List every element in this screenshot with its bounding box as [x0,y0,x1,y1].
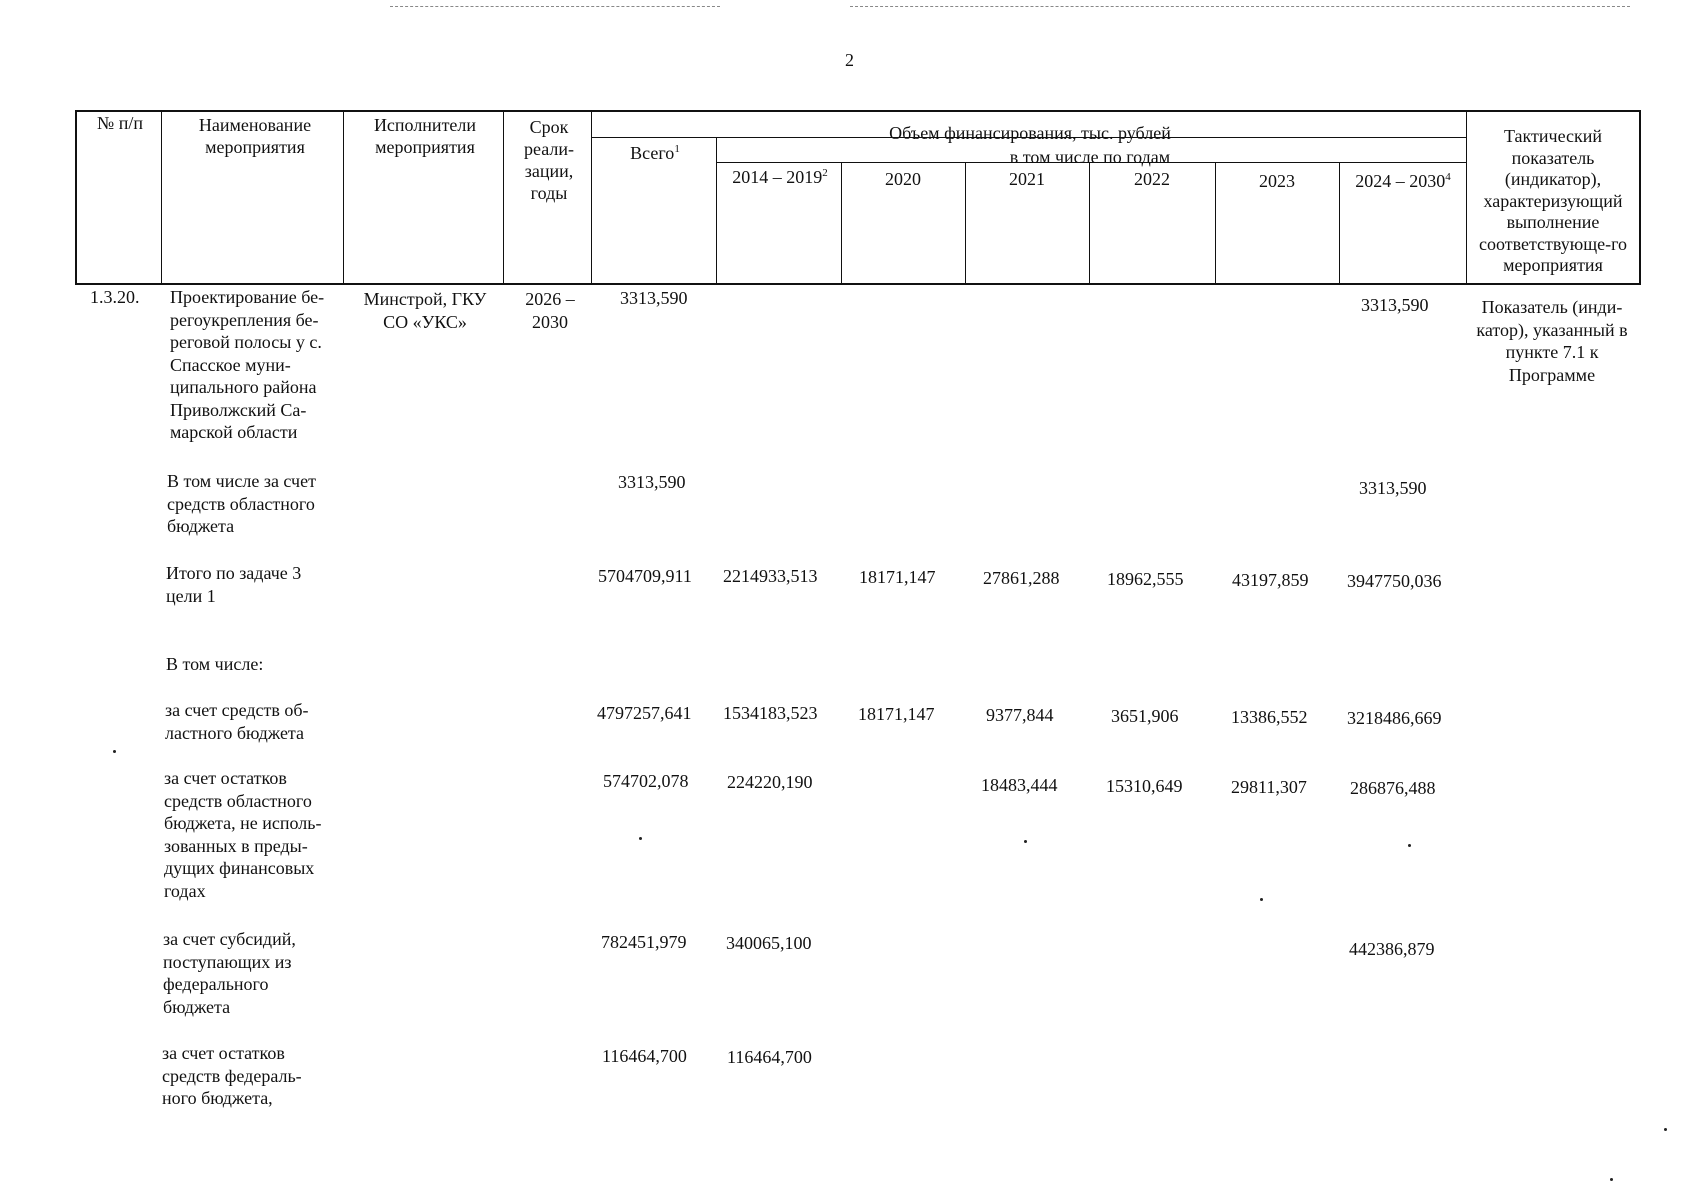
row-name: В том числе за счет средств областного бюджета [167,471,316,536]
header-divider [1089,162,1090,285]
row-value-2014-2019: 224220,190 [727,772,813,792]
row-value-2024-2030: 3313,590 [1361,295,1429,315]
header-divider [716,137,717,285]
header-divider [965,162,966,285]
header-year-2024-label: 2024 – 2030 [1355,171,1446,191]
row-value-2021: 18483,444 [981,775,1058,795]
page-number: 2 [845,50,854,70]
scan-speck [113,750,116,753]
row-indicator: Показатель (инди-катор), указанный в пункте 7.1 к Программе [1476,297,1628,385]
scan-speck [639,837,642,840]
row-total: 782451,979 [601,932,687,952]
row-term: 2026 – 2030 [525,289,575,332]
header-divider [1339,162,1340,285]
header-year-2021: 2021 [1009,169,1045,189]
row-value-2024-2030: 3313,590 [1359,478,1427,498]
header-year-2014-label: 2014 – 2019 [732,167,823,187]
scan-speck [1024,840,1027,843]
row-value-2022: 18962,555 [1107,569,1184,589]
header-col-total [600,142,710,164]
header-divider [343,110,344,285]
header-col-indicator: Тактический показатель (индикатор), характеризующий выполнение соответствующе-го мероприятия [1478,126,1628,275]
header-col-term: Срок реали-зации, годы [524,117,574,203]
row-name: за счет остатков средств федераль-ного бюджета, [162,1043,302,1108]
header-divider [161,110,162,285]
row-name: за счет субсидий, поступающих из федерального бюджета [163,929,296,1017]
row-total: 116464,700 [602,1046,687,1066]
row-value-2021: 27861,288 [983,568,1060,588]
row-value-2024-2030: 3218486,669 [1347,708,1442,728]
row-number: 1.3.20. [90,287,140,307]
row-value-2024-2030: 3947750,036 [1347,571,1442,591]
header-year-2014-2019 [718,166,842,188]
row-name: Итого по задаче 3 цели 1 [166,563,302,606]
row-value-2023: 13386,552 [1231,707,1308,727]
row-total: 574702,078 [603,771,689,791]
row-value-2024-2030: 442386,879 [1349,939,1435,959]
header-year-2023: 2023 [1259,171,1295,191]
row-value-2014-2019: 2214933,513 [723,566,818,586]
header-year-2024-footnote: 4 [1445,171,1451,183]
row-name: за счет средств об-ластного бюджета [165,700,309,743]
header-col-name: Наименование мероприятия [198,115,312,157]
row-value-2021: 9377,844 [986,705,1054,725]
row-value-2023: 43197,859 [1232,570,1309,590]
scan-speck [1408,844,1411,847]
scan-speck [1664,1128,1667,1131]
row-total: 5704709,911 [598,566,692,586]
row-value-2022: 15310,649 [1106,776,1183,796]
row-value-2014-2019: 1534183,523 [723,703,818,723]
header-col-executors: Исполнители мероприятия [373,115,477,157]
row-value-2020: 18171,147 [858,704,935,724]
row-name: В том числе: [166,654,264,674]
row-value-2020: 18171,147 [859,567,936,587]
header-year-2022: 2022 [1134,169,1170,189]
row-executors: Минстрой, ГКУ СО «УКС» [363,289,487,332]
header-year-2014-footnote: 2 [822,167,828,179]
header-by-years: в том числе по годам [1009,147,1171,167]
row-value-2014-2019: 116464,700 [727,1047,812,1067]
header-total-footnote: 1 [674,143,680,155]
row-value-2022: 3651,906 [1111,706,1179,726]
row-name: Проектирование бе-регоукрепления бе-реговой полосы у с. Спасское муни-ципального района Приволжский Са-марской области [170,287,325,442]
header-divider [1215,162,1216,285]
header-divider [503,110,504,285]
row-total: 3313,590 [618,472,686,492]
header-year-2024-2030 [1341,170,1465,192]
header-year-2020: 2020 [885,169,921,189]
header-col-number: № п/п [97,113,143,133]
header-funding-title: Объем финансирования, тыс. рублей [889,123,1171,143]
row-name: за счет остатков средств областного бюджета, не исполь-зованных в преды-дущих финансовых годах [164,768,322,901]
row-total: 3313,590 [620,288,688,308]
row-value-2014-2019: 340065,100 [726,933,812,953]
scan-speck [1260,898,1263,901]
scan-artifact-line-right [850,6,1630,7]
header-total-label: Всего [630,143,675,163]
scan-speck [1610,1178,1613,1181]
row-value-2023: 29811,307 [1231,777,1307,797]
scan-artifact-line-left [390,6,720,7]
row-value-2024-2030: 286876,488 [1350,778,1436,798]
header-divider [1466,110,1467,285]
row-total: 4797257,641 [597,703,692,723]
